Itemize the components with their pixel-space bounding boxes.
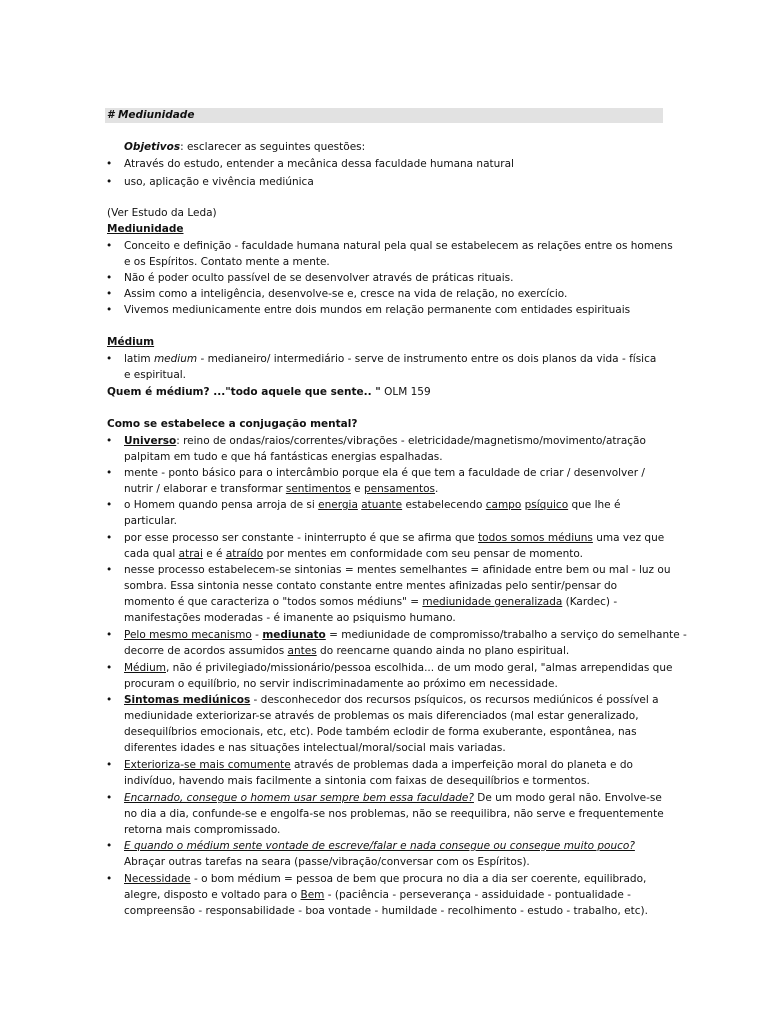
mediunidade-item: Assim como a inteligência, desenvolve-se e, cresce na vida de relação, no exercício.: [124, 288, 568, 300]
section-title: # Mediunidade: [107, 109, 195, 121]
conjugacao-item-cont: compreensão - responsabilidade - boa vontade - humildade - recolhimento - estudo - trabalho, etc).: [124, 905, 648, 917]
bullet-icon: •: [106, 176, 113, 188]
reference-note: (Ver Estudo da Leda): [107, 207, 217, 219]
conjugacao-item-medium: Médium, não é privilegiado/missionário/pessoa escolhida... de um modo geral, "almas arrependidas que: [124, 662, 673, 674]
conjugacao-item-sintonias: nesse processo estabelecem-se sintonias = mentes semelhantes = afinidade entre bem ou mal - luz ou: [124, 564, 671, 576]
quem-e-medium: Quem é médium? ..."todo aquele que sente.. " OLM 159: [107, 386, 431, 398]
bullet-icon: •: [106, 435, 113, 447]
conjugacao-item-necessidade: Necessidade - o bom médium = pessoa de bem que procura no dia a dia ser coerente, equilibrado,: [124, 873, 647, 885]
objetivo-item: Através do estudo, entender a mecânica dessa faculdade humana natural: [124, 158, 514, 170]
bullet-icon: •: [106, 792, 113, 804]
bullet-icon: •: [106, 158, 113, 170]
conjugacao-item-universo: Universo: reino de ondas/raios/correntes/vibrações - eletricidade/magnetismo/movimento/atração: [124, 435, 646, 447]
conjugacao-heading: Como se estabelece a conjugação mental?: [107, 418, 358, 430]
conjugacao-item-cont: decorre de acordos assumidos antes do reencarne quando ainda no plano espiritual.: [124, 645, 570, 657]
conjugacao-item-cont: desequilíbrios emocionais, etc, etc). Pode também eclodir de forma exuberante, espontânea, nas: [124, 726, 637, 738]
bullet-icon: •: [106, 532, 113, 544]
conjugacao-item-cont: no dia a dia, confunde-se e engolfa-se nos problemas, não se reequilibra, não serve e frequentemente: [124, 808, 664, 820]
conjugacao-item-cont: sombra. Essa sintonia nesse contato constante entre mentes afinizadas pelo sentir/pensar do: [124, 580, 618, 592]
conjugacao-item-cont: Abraçar outras tarefas na seara (passe/vibração/conversar com os Espíritos).: [124, 856, 530, 868]
bullet-icon: •: [106, 564, 113, 576]
medium-item-cont: e espiritual.: [124, 369, 187, 381]
bullet-icon: •: [106, 272, 113, 284]
conjugacao-item-exterioriza: Exterioriza-se mais comumente através de problemas dada a imperfeição moral do planeta e do: [124, 759, 633, 771]
mediunidade-item-cont: e os Espíritos. Contato mente a mente.: [124, 256, 330, 268]
bullet-icon: •: [106, 694, 113, 706]
bullet-icon: •: [106, 467, 113, 479]
objetivos-label: Objetivos: [124, 141, 181, 153]
objetivos-line: [124, 139, 365, 155]
bullet-icon: •: [106, 873, 113, 885]
conjugacao-item-cont: diferentes idades e nas situações intelectual/moral/social mais variadas.: [124, 742, 506, 754]
conjugacao-item-cont: procuram o equilíbrio, no servir indiscriminadamente ao próximo em necessidade.: [124, 678, 558, 690]
mediunidade-item: Não é poder oculto passível de se desenvolver através de práticas rituais.: [124, 272, 514, 284]
conjugacao-item-sintomas: Sintomas mediúnicos - desconhecedor dos recursos psíquicos, os recursos mediúnicos é possível a: [124, 694, 659, 706]
conjugacao-item-cont: retorna mais compromissado.: [124, 824, 281, 836]
bullet-icon: •: [106, 288, 113, 300]
bullet-icon: •: [106, 759, 113, 771]
conjugacao-item-cont: momento é que caracteriza o "todos somos médiuns" = mediunidade generalizada (Kardec) -: [124, 596, 618, 608]
conjugacao-item-mente: mente - ponto básico para o intercâmbio porque ela é que tem a faculdade de criar / desenvolver /: [124, 467, 645, 479]
conjugacao-item-mediunato: Pelo mesmo mecanismo - mediunato = mediunidade de compromisso/trabalho a serviço do semelhante -: [124, 629, 687, 641]
mediunidade-item: Vivemos mediunicamente entre dois mundos em relação permanente com entidades espirituais: [124, 304, 631, 316]
conjugacao-item-cont: mediunidade exteriorizar-se através de problemas os mais diferenciados (mal estar generalizado,: [124, 710, 639, 722]
bullet-icon: •: [106, 240, 113, 252]
medium-heading: Médium: [107, 336, 155, 348]
conjugacao-item-encarnado: Encarnado, consegue o homem usar sempre bem essa faculdade? De um modo geral não. Envolve-se: [124, 792, 662, 804]
bullet-icon: •: [106, 353, 113, 365]
conjugacao-item-cont: palpitam em tudo e que há fantásticas energias espalhadas.: [124, 451, 443, 463]
conjugacao-item-cont: indivíduo, havendo mais facilmente a sintonia com faixas de desequilíbrios e tormentos.: [124, 775, 590, 787]
mediunidade-heading: Mediunidade: [107, 223, 184, 235]
conjugacao-item-cont: particular.: [124, 515, 177, 527]
conjugacao-item-cont: nutrir / elaborar e transformar sentimentos e pensamentos.: [124, 483, 439, 495]
conjugacao-item-cont: alegre, disposto e voltado para o Bem - (paciência - perseverança - assiduidade - pontualidade -: [124, 889, 631, 901]
objetivo-item: uso, aplicação e vivência mediúnica: [124, 176, 314, 188]
conjugacao-item-processo: por esse processo ser constante - ininterrupto é que se afirma que todos somos médiuns uma vez que: [124, 532, 665, 544]
conjugacao-item-pergunta: E quando o médium sente vontade de escreve/falar e nada consegue ou consegue muito pouco?: [124, 840, 635, 852]
medium-item: latim medium - medianeiro/ intermediário - serve de instrumento entre os dois planos da vida - física: [124, 353, 657, 365]
bullet-icon: •: [106, 662, 113, 674]
conjugacao-item-cont: cada qual atrai e é atraído por mentes em conformidade com seu pensar de momento.: [124, 548, 583, 560]
bullet-icon: •: [106, 840, 113, 852]
bullet-icon: •: [106, 499, 113, 511]
conjugacao-item-cont: manifestações moderadas - é imanente ao psiquismo humano.: [124, 612, 456, 624]
objetivos-text: : esclarecer as seguintes questões:: [180, 141, 366, 153]
bullet-icon: •: [106, 304, 113, 316]
conjugacao-item-homem: o Homem quando pensa arroja de si energia atuante estabelecendo campo psíquico que lhe é: [124, 499, 621, 511]
bullet-icon: •: [106, 629, 113, 641]
mediunidade-item: Conceito e definição - faculdade humana natural pela qual se estabelecem as relações entre os homens: [124, 240, 673, 252]
section-title-bar: [105, 108, 663, 123]
